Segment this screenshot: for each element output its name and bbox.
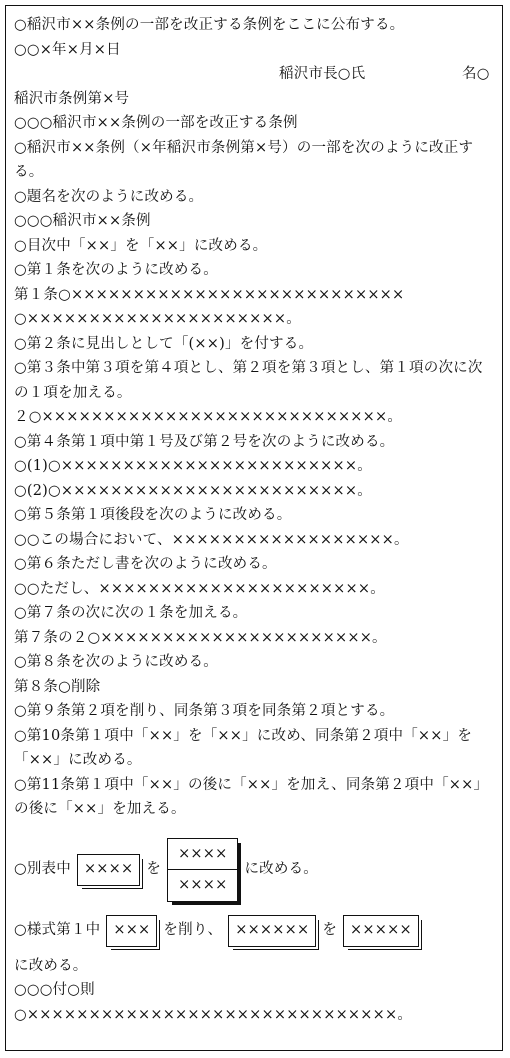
text-line: ○(1)○××××××××××××××××××××××××。 (14, 458, 372, 474)
text-fragment: に改める。 (244, 861, 318, 878)
mayor-title: 稲沢市長○氏 (279, 66, 366, 82)
text-line: ○第３条中第３項を第４項とし、第２項を第３項とし、第１項の次に次の１項を加える。 (14, 360, 483, 401)
mayor-signature (14, 62, 494, 87)
text-line: 第８条○削除 (14, 678, 101, 695)
text-line: ○第９条第２項を削り、同条第３項を同条第２項とする。 (14, 703, 395, 719)
form-amendment-line (14, 908, 494, 954)
text-line: ○第10条第１項中「××」を「××」に改め、同条第２項中「××」を「××」に改める。 (14, 727, 473, 768)
mayor-name: 名○ (462, 66, 490, 82)
text-line: ○目次中「××」を「××」に改める。 (14, 237, 268, 254)
text-fragment: を (146, 861, 162, 878)
table-amendment-line (14, 832, 494, 908)
text-fragment: ○別表中 (14, 861, 71, 878)
amendment-intro: ○稲沢市××条例（×年稲沢市条例第×号）の一部を次のように改正する。 (14, 139, 474, 180)
text-fragment: を (322, 922, 338, 939)
text-line: ○×××××××××××××××××××××。 (14, 311, 301, 327)
text-line: ○××××××××××××××××××××××××××××××。 (14, 1006, 413, 1023)
text-fragment: を削り、 (163, 922, 223, 939)
boxed-text: ××××× (343, 915, 419, 947)
supplementary-provisions-heading: ○○○付○則 (14, 982, 95, 998)
boxed-text: ××× (106, 915, 157, 947)
document-body (14, 13, 494, 1027)
stacked-box-top: ×××× (178, 845, 228, 862)
text-line: ○第１条を次のように改める。 (14, 262, 218, 278)
ordinance-number: 稲沢市条例第×号 (14, 90, 130, 107)
date-line: ○○×年×月×日 (14, 41, 121, 58)
text-line: ○○ただし、××××××××××××××××××××××。 (14, 580, 385, 597)
text-line: ○(2)○××××××××××××××××××××××××。 (14, 482, 372, 499)
ordinance-title: ○○○稲沢市××条例の一部を改正する条例 (14, 115, 298, 131)
stacked-box (167, 838, 238, 902)
text-line: ○第４条第１項中第１号及び第２号を次のように改める。 (14, 433, 395, 450)
text-line: ○○○稲沢市××条例 (14, 213, 151, 229)
text-line: 第１条○××××××××××××××××××××××××××× (14, 286, 405, 303)
boxed-text: ×××× (77, 854, 140, 886)
text-line: ○第11条第１項中「××」の後に「××」を加え、同条第２項中「××」の後に「××」を加える。 (14, 776, 489, 817)
text-line: ２○××××××××××××××××××××××××××××。 (14, 409, 403, 425)
text-fragment: ○様式第１中 (14, 922, 101, 939)
text-line: ○第７条の次に次の１条を加える。 (14, 605, 248, 621)
text-line: ○第２条に見出しとして「(××)」を付する。 (14, 335, 314, 352)
promulgation-line: ○稲沢市××条例の一部を改正する条例をここに公布する。 (14, 17, 405, 33)
stacked-box-bottom: ×××× (168, 869, 237, 901)
boxed-text: ×××××× (228, 915, 316, 947)
text-line: 第７条の２○××××××××××××××××××××××。 (14, 629, 387, 646)
text-line: ○題名を次のように改める。 (14, 188, 204, 205)
text-line: ○第５条第１項後段を次のように改める。 (14, 507, 292, 523)
text-line: に改める。 (14, 957, 88, 974)
text-line: ○○この場合において、××××××××××××××××××。 (14, 531, 409, 548)
text-line: ○第６条ただし書を次のように改める。 (14, 556, 277, 572)
text-line: ○第８条を次のように改める。 (14, 654, 218, 670)
